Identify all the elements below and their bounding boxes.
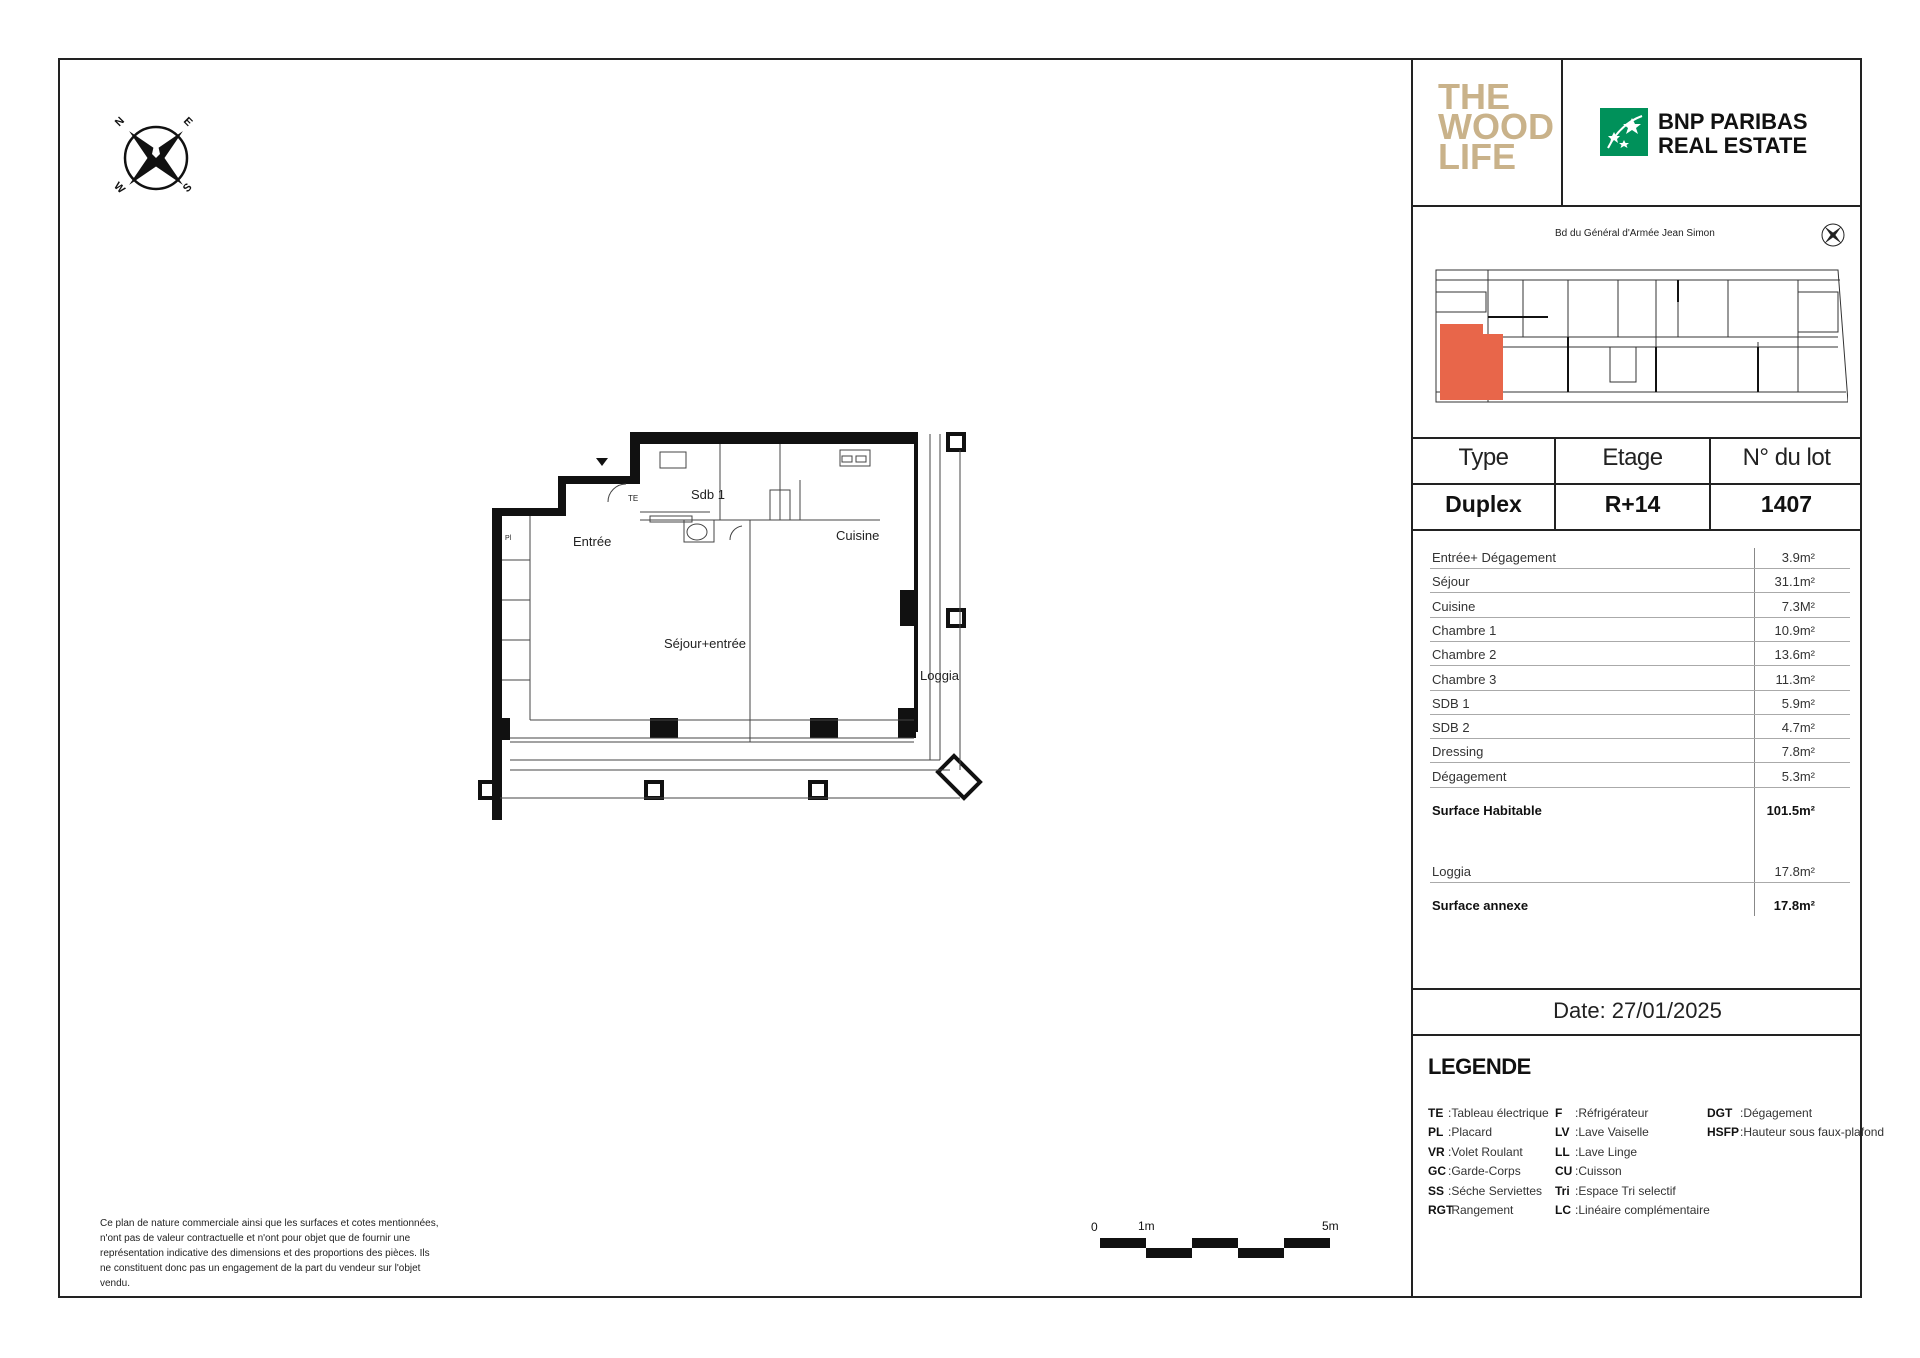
plan-date: Date: 27/01/2025 [1553,998,1722,1023]
legend-description: :Cuisson [1575,1164,1622,1179]
legend-code: SS [1428,1183,1445,1198]
surface-value: 11.3m² [1775,671,1815,687]
legend-code: CU [1555,1164,1573,1179]
surfaces-divider [1411,988,1862,990]
legend-description: :Tableau électrique [1448,1106,1549,1120]
legend-description: :Rangement [1448,1203,1514,1217]
legend-code: HSFP [1707,1125,1740,1140]
legend-code: TE [1428,1106,1444,1120]
surface-label: Chambre 2 [1432,647,1497,663]
surface-label: SDB 2 [1432,720,1470,736]
bnp-star-logo-icon [1600,108,1648,156]
surface-label: Entrée+ Dégagement [1432,550,1556,565]
surface-habitable-value: 101.5m² [1766,803,1815,818]
surface-row-line [1430,762,1850,763]
logo-divider [1411,205,1862,207]
legend-description: :Réfrigérateur [1575,1106,1649,1120]
compass-w-label: W [111,180,128,196]
values-divider [1411,529,1862,531]
legend-code: RGT [1428,1203,1454,1217]
compass-s-label: S [180,181,195,195]
room-te-label: TE [628,494,639,503]
surface-label: Chambre 1 [1432,622,1497,638]
surface-label: Séjour [1432,574,1470,590]
date-divider [1411,1034,1862,1036]
compass-n-label: N [112,114,128,130]
scale-1m: 1m [1138,1219,1155,1233]
surface-value: 13.6m² [1774,647,1815,663]
apartment-floor-plan [470,420,990,820]
surface-row-line [1430,592,1850,593]
etage-value: R+14 [1604,491,1661,517]
legend-description: :Garde-Corps [1448,1164,1521,1179]
surface-value: 5.3m² [1781,768,1815,784]
type-value: Duplex [1445,491,1522,517]
surface-value: 3.9m² [1781,550,1815,565]
annex-label: Loggia [1432,864,1472,879]
siteplan-divider [1411,437,1862,439]
legend-code: DGT [1707,1106,1733,1120]
surface-label: Dressing [1432,744,1484,760]
site-compass-icon [1818,220,1848,250]
legend-code: LL [1555,1144,1570,1159]
surface-value: 7.8m² [1781,744,1815,760]
legend-description: :Dégagement [1740,1106,1813,1120]
scale-zero: 0 [1091,1220,1098,1234]
legend-title: LEGENDE [1428,1054,1531,1079]
surface-row-line [1430,787,1850,788]
room-entree: Entrée [573,534,612,549]
room-sejour: Séjour+entrée [664,636,747,651]
surface-col-sep [1754,548,1755,916]
surface-row-line [1430,690,1850,691]
legend-code: LC [1555,1203,1571,1217]
logo-separator [1561,58,1563,205]
legend-code: F [1555,1106,1563,1120]
room-loggia: Loggia [920,668,960,683]
scale-5m: 5m [1322,1219,1339,1233]
legend-description: :Placard [1448,1125,1493,1140]
street-name: Bd du Général d'Armée Jean Simon [1555,228,1715,239]
legend-description: :Séche Serviettes [1448,1183,1543,1198]
lot-header: N° du lot [1742,444,1831,471]
site-floor-plan [1428,262,1848,412]
etage-header: Etage [1602,444,1663,471]
surface-habitable-label: Surface Habitable [1432,803,1542,818]
surface-row-line [1430,714,1850,715]
scale-bar [1100,1238,1330,1264]
surface-row-line [1430,617,1850,618]
surface-value: 10.9m² [1774,622,1815,638]
surface-row-line [1430,738,1850,739]
legend-description: :Hauteur sous faux-plafond [1740,1125,1885,1140]
surface-row-line [1430,641,1850,642]
surface-row-line [1430,568,1850,569]
header-divider [1411,483,1862,485]
legend-code: Tri [1555,1183,1570,1198]
surface-label: Dégagement [1432,768,1507,784]
legend-code: GC [1428,1164,1446,1179]
type-header: Type [1458,444,1509,471]
legend-code: LV [1555,1125,1570,1140]
surface-annexe-label: Surface annexe [1432,898,1529,913]
bnp-paribas-logo-text: BNP PARIBAS REAL ESTATE [1658,109,1808,158]
surface-label: SDB 1 [1432,695,1470,711]
surface-value: 31.1m² [1774,574,1815,590]
room-sdb1: Sdb 1 [691,487,725,502]
legend-description: :Lave Linge [1575,1144,1638,1159]
surface-label: Cuisine [1432,598,1476,614]
legend-code: VR [1428,1144,1445,1159]
legend-description: :Lave Vaiselle [1575,1125,1649,1140]
surface-value: 5.9m² [1781,695,1815,711]
compass-e-label: E [180,115,195,129]
room-cuisine: Cuisine [836,528,880,543]
surface-label: Chambre 3 [1432,671,1497,687]
surface-value: 4.7m² [1781,720,1815,736]
annex-row-line [1430,882,1850,883]
surface-annexe-value: 17.8m² [1773,898,1815,913]
legend-description: :Volet Roulant [1448,1144,1523,1159]
surface-row-line [1430,665,1850,666]
legend-description: :Linéaire complémentaire [1575,1203,1710,1217]
sidebar-divider [1411,58,1413,1298]
room-pl-label: Pl [505,535,512,542]
annex-value: 17.8m² [1774,864,1815,879]
the-wood-life-logo: THE WOOD LIFE [1438,76,1554,177]
legend-code: PL [1428,1125,1444,1140]
lot-value: 1407 [1760,491,1813,517]
disclaimer-text: Ce plan de nature commerciale ainsi que les surfaces et cotes mentionnées, n'ont pas de valeur contractuelle et n'ont pour objet que de fournir une représentation indicative des dimensions et des proportions des pièces. Ils ne constituent donc pas un engagement de la part du vendeur sur l'objet vendu. [100,1218,439,1289]
surface-value: 7.3M² [1781,598,1815,614]
legend-description: :Espace Tri selectif [1575,1183,1676,1198]
